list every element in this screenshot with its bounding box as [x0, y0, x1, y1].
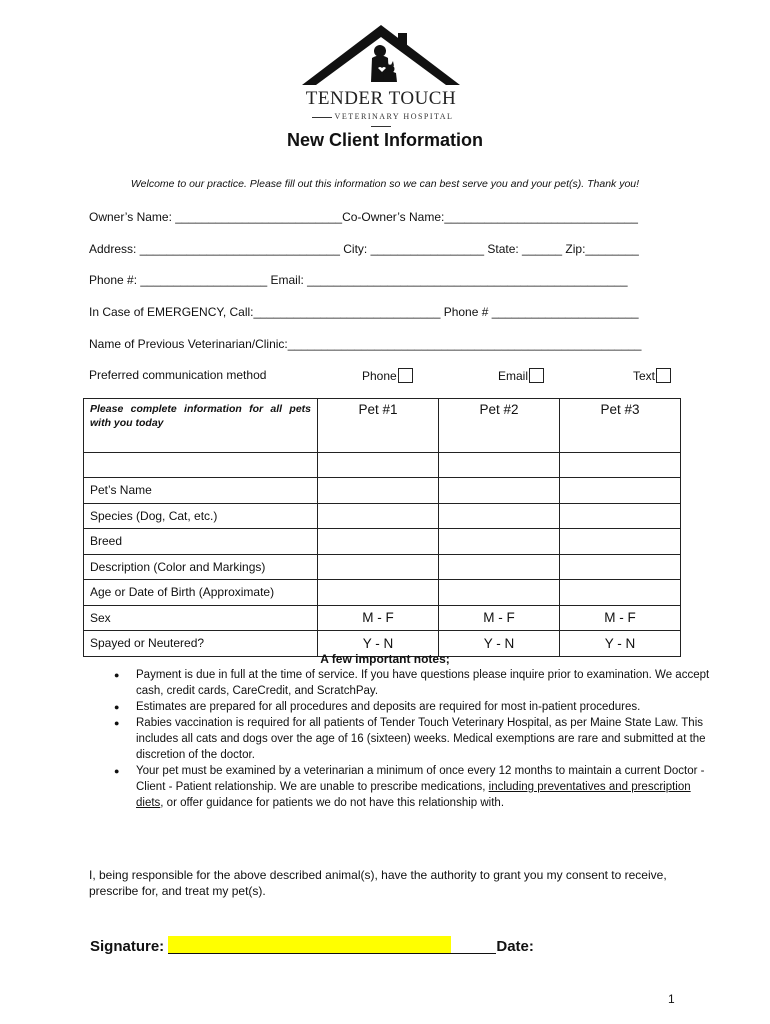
- email-checkbox[interactable]: [529, 368, 544, 383]
- table-header-note: Please complete information for all pets with you today: [84, 399, 318, 453]
- logo-name: TENDER TOUCH: [305, 88, 457, 109]
- pets-table: [83, 398, 681, 657]
- note-4-text-a: Your pet must be examined by a veterinarian a minimum of once every 12 months to maintain a current Doctor - Client - Patient relationship. We are unable to prescribe medications,: [136, 765, 705, 793]
- phone-checkbox[interactable]: [398, 368, 413, 383]
- page-title: New Client Information: [286, 130, 483, 150]
- row-label: Description (Color and Markings): [84, 554, 318, 580]
- signature-underline: [451, 936, 496, 954]
- pet-2-cell[interactable]: [439, 554, 560, 580]
- text-option[interactable]: [633, 368, 671, 383]
- pet-3-cell[interactable]: [560, 554, 681, 580]
- notes-list: [90, 667, 721, 811]
- text-checkbox[interactable]: [656, 368, 671, 383]
- pet-2-spayed-cell[interactable]: Y - N: [439, 631, 560, 657]
- email-option[interactable]: [498, 368, 544, 383]
- list-item: ● Payment is due in full at the time of service. If you have questions please inquire prior to examination. We accept cash, credit cards, CareCredit, and ScratchPay.: [136, 667, 721, 699]
- pet-3-spayed-cell[interactable]: Y - N: [560, 631, 681, 657]
- pet-3-cell[interactable]: [560, 580, 681, 606]
- consent-text: I, being responsible for the above described animal(s), have the authority to grant you my consent to receive, prescribe for, and treat my pet(s).: [89, 868, 667, 898]
- pet-1-sex-cell[interactable]: M - F: [318, 605, 439, 631]
- phone-option-label: Phone: [362, 369, 397, 383]
- emergency-contact-field[interactable]: In Case of EMERGENCY, Call:____________________________ Phone # ______________________: [89, 305, 639, 319]
- signature-label: Signature:: [90, 938, 165, 955]
- table-header-row: [84, 399, 681, 453]
- row-label: Age or Date of Birth (Approximate): [84, 580, 318, 606]
- row-label: Spayed or Neutered?: [84, 631, 318, 657]
- signature-line: [90, 936, 534, 955]
- house-pets-icon: [296, 22, 466, 88]
- table-row: [84, 529, 681, 555]
- list-item: [136, 763, 721, 811]
- pet-2-header: Pet #2: [439, 399, 560, 453]
- logo-subtitle: VETERINARY HOSPITAL: [296, 112, 466, 130]
- pet-3-header: Pet #3: [560, 399, 681, 453]
- text-option-label: Text: [633, 369, 656, 383]
- pet-2-sex-cell[interactable]: M - F: [439, 605, 560, 631]
- note-4-text-b: , or offer guidance for patients we do not have this relationship with.: [160, 797, 505, 809]
- row-label: Breed: [84, 529, 318, 555]
- pet-2-cell[interactable]: [439, 478, 560, 504]
- pet-2-cell[interactable]: [439, 529, 560, 555]
- intro-text: Welcome to our practice. Please fill out this information so we can best serve you and your pet(s). Thank you!: [130, 178, 640, 190]
- communication-label: Preferred communication method: [89, 368, 267, 382]
- phone-option[interactable]: [362, 368, 413, 383]
- pet-1-cell[interactable]: [318, 478, 439, 504]
- signature-field[interactable]: [168, 936, 451, 954]
- owner-name-field[interactable]: Owner’s Name: _________________________Co-Owner’s Name:_____________________________: [89, 210, 638, 224]
- pet-3-sex-cell[interactable]: M - F: [560, 605, 681, 631]
- notes-title: A few important notes;: [320, 652, 450, 666]
- pet-1-spayed-cell[interactable]: Y - N: [318, 631, 439, 657]
- pet-1-header: Pet #1: [318, 399, 439, 453]
- date-label: Date:: [496, 938, 534, 955]
- pet-1-cell[interactable]: [318, 529, 439, 555]
- previous-vet-field[interactable]: Name of Previous Veterinarian/Clinic:_____________________________________________________: [89, 337, 642, 351]
- pet-2-cell[interactable]: [439, 580, 560, 606]
- note-4-underlined: including preventatives and prescription diets: [136, 781, 691, 809]
- table-row: [84, 580, 681, 606]
- table-row: [84, 503, 681, 529]
- pet-1-cell[interactable]: [318, 580, 439, 606]
- email-option-label: Email: [498, 369, 529, 383]
- pet-3-cell[interactable]: [560, 503, 681, 529]
- pet-1-cell[interactable]: [318, 503, 439, 529]
- pet-3-cell[interactable]: [560, 478, 681, 504]
- table-spacer-row: [84, 453, 681, 478]
- pet-1-cell[interactable]: [318, 554, 439, 580]
- row-label: Sex: [84, 605, 318, 631]
- address-field[interactable]: Address: ______________________________ City: _________________ State: ______ Zip:________: [89, 242, 639, 256]
- table-row: [84, 554, 681, 580]
- row-label: Pet’s Name: [84, 478, 318, 504]
- pet-3-cell[interactable]: [560, 529, 681, 555]
- list-item: ● Rabies vaccination is required for all patients of Tender Touch Veterinary Hospital, as per Maine State Law. This includes all cats and dogs over the age of 16 (sixteen) weeks. Medical exemptions are rare and submitted at the discretion of the doctor.: [136, 715, 721, 763]
- table-row: [84, 605, 681, 631]
- pet-2-cell[interactable]: [439, 503, 560, 529]
- list-item: ● Estimates are prepared for all procedures and deposits are required for most in-patient procedures.: [136, 699, 721, 715]
- table-row: [84, 478, 681, 504]
- phone-email-field[interactable]: Phone #: ___________________ Email: ________________________________________________: [89, 273, 628, 287]
- logo: [296, 22, 466, 126]
- page-number: 1: [668, 992, 675, 1006]
- row-label: Species (Dog, Cat, etc.): [84, 503, 318, 529]
